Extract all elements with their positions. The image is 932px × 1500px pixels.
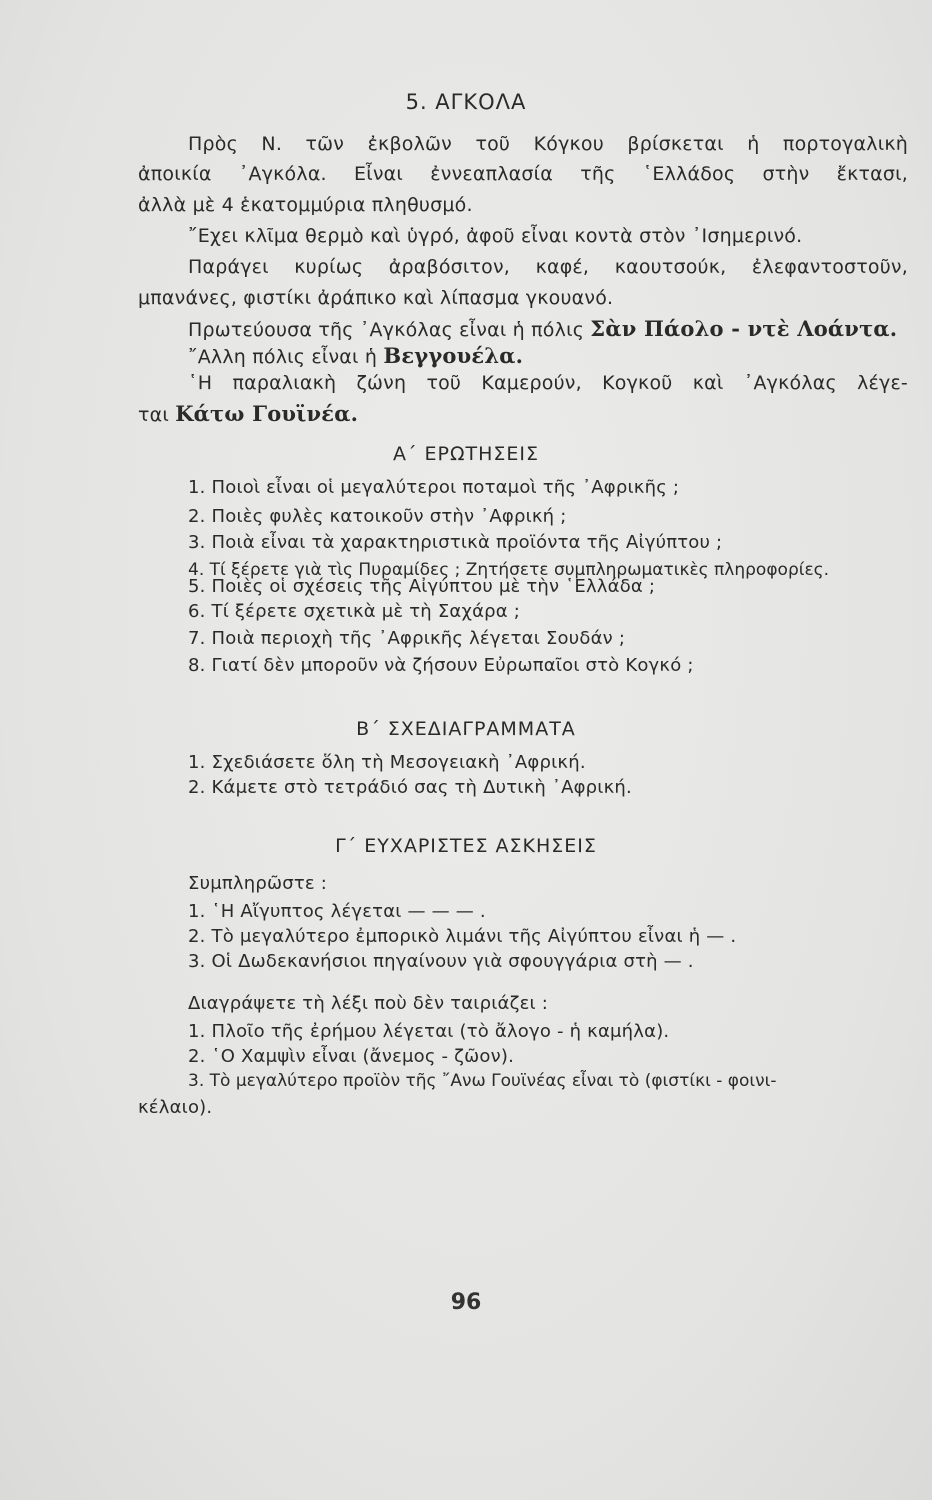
paragraph-line: Πρὸς Ν. τῶν ἐκβολῶν τοῦ Κόγκου βρίσκεται ἡ πορτογαλικὴ <box>188 133 908 155</box>
fill-item: 2. Τὸ μεγαλύτερο ἐμπορικὸ λιμάνι τῆς Αἰγύπτου εἶναι ἡ — . <box>188 926 737 947</box>
region-name: Κάτω Γουϊνέα. <box>175 401 359 426</box>
capital-name: Σὰν Πάολο - ντὲ Λοάντα. <box>590 316 898 341</box>
city-sentence: ῎Αλλη πόλις εἶναι ἡ <box>188 346 384 368</box>
fill-intro: Συμπληρῶστε : <box>188 873 327 894</box>
paragraph-line <box>188 343 523 368</box>
page-number: 96 <box>450 1290 482 1315</box>
region-sentence: ται <box>138 404 176 426</box>
strike-item-continuation: κέλαιο). <box>138 1097 213 1118</box>
question-item: 8. Γιατί δὲν μποροῦν νὰ ζήσουν Εὐρωπαῖοι στὸ Κογκό ; <box>188 655 694 676</box>
fill-item: 1. ῾Η Αἴγυπτος λέγεται — — — . <box>188 901 486 922</box>
strike-intro: Διαγράψετε τὴ λέξι ποὺ δὲν ταιριάζει : <box>188 993 548 1014</box>
paragraph-line <box>138 401 908 426</box>
fill-item: 3. Οἱ Δωδεκανήσιοι πηγαίνουν γιὰ σφουγγάρια στὴ — . <box>188 951 694 972</box>
question-item: 1. Ποιοὶ εἶναι οἱ μεγαλύτεροι ποταμοὶ τῆς ᾿Αφρικῆς ; <box>188 477 680 498</box>
capital-sentence: Πρωτεύουσα τῆς ᾿Αγκόλας εἶναι ἡ πόλις <box>188 319 591 341</box>
strike-item: 2. ῾Ο Χαμψὶν εἶναι (ἄνεμος - ζῶον). <box>188 1046 515 1067</box>
paragraph-line: ἀποικία ᾿Αγκόλα. Εἶναι ἐννεαπλασία τῆς ῾Ελλάδος στὴν ἔκτασι, <box>138 163 908 185</box>
paragraph-line: ῾Η παραλιακὴ ζώνη τοῦ Καμερούν, Κογκοῦ καὶ ᾿Αγκόλας λέγε- <box>188 372 908 394</box>
drawing-item: 1. Σχεδιάσετε ὅλη τὴ Μεσογειακὴ ᾿Αφρική. <box>188 752 586 773</box>
question-item: 6. Τί ξέρετε σχετικὰ μὲ τὴ Σαχάρα ; <box>188 601 521 622</box>
question-item: 4. Τί ξέρετε γιὰ τὶς Πυραμίδες ; Ζητήσετε συμπληρωματικὲς πληροφορίες. <box>188 560 830 580</box>
section-a-heading: Α΄ ΕΡΩΤΗΣΕΙΣ <box>392 443 540 465</box>
city-name: Βεγγουέλα. <box>383 343 524 368</box>
paragraph-line: ἀλλὰ μὲ 4 ἑκατομμύρια πληθυσμό. <box>138 194 473 216</box>
paragraph-line: Παράγει κυρίως ἀραβόσιτον, καφέ, καουτσούκ, ἐλεφαντοστοῦν, <box>188 256 908 278</box>
section-b-heading: Β΄ ΣΧΕΔΙΑΓΡΑΜΜΑΤΑ <box>356 718 576 740</box>
strike-item: 3. Τὸ μεγαλύτερο προϊὸν τῆς ῎Ανω Γουϊνέας εἶναι τὸ (φιστίκι - φοινι- <box>188 1071 777 1091</box>
paragraph-line: μπανάνες, φιστίκι ἀράπικο καὶ λίπασμα γκουανό. <box>138 287 614 309</box>
section-c-heading: Γ΄ ΕΥΧΑΡΙΣΤΕΣ ΑΣΚΗΣΕΙΣ <box>335 835 597 857</box>
question-item: 5. Ποιὲς οἱ σχέσεις τῆς Αἰγύπτου μὲ τὴν ῾Ελλάδα ; <box>188 576 656 597</box>
chapter-title: 5. ΑΓΚΟΛΑ <box>405 90 527 114</box>
question-item: 2. Ποιὲς φυλὲς κατοικοῦν στὴν ᾿Αφρική ; <box>188 506 567 527</box>
question-item: 3. Ποιὰ εἶναι τὰ χαρακτηριστικὰ προϊόντα τῆς Αἰγύπτου ; <box>188 532 723 553</box>
question-item: 7. Ποιὰ περιοχὴ τῆς ᾿Αφρικῆς λέγεται Σουδάν ; <box>188 628 626 649</box>
drawing-item: 2. Κάμετε στὸ τετράδιό σας τὴ Δυτικὴ ᾿Αφρική. <box>188 777 632 798</box>
paragraph-line: ῎Εχει κλῖμα θερμὸ καὶ ὑγρό, ἀφοῦ εἶναι κοντὰ στὸν ᾿Ισημερινό. <box>188 225 803 247</box>
strike-item: 1. Πλοῖο τῆς ἐρήμου λέγεται (τὸ ἄλογο - ἡ καμήλα). <box>188 1021 670 1042</box>
paragraph-line <box>188 316 897 341</box>
